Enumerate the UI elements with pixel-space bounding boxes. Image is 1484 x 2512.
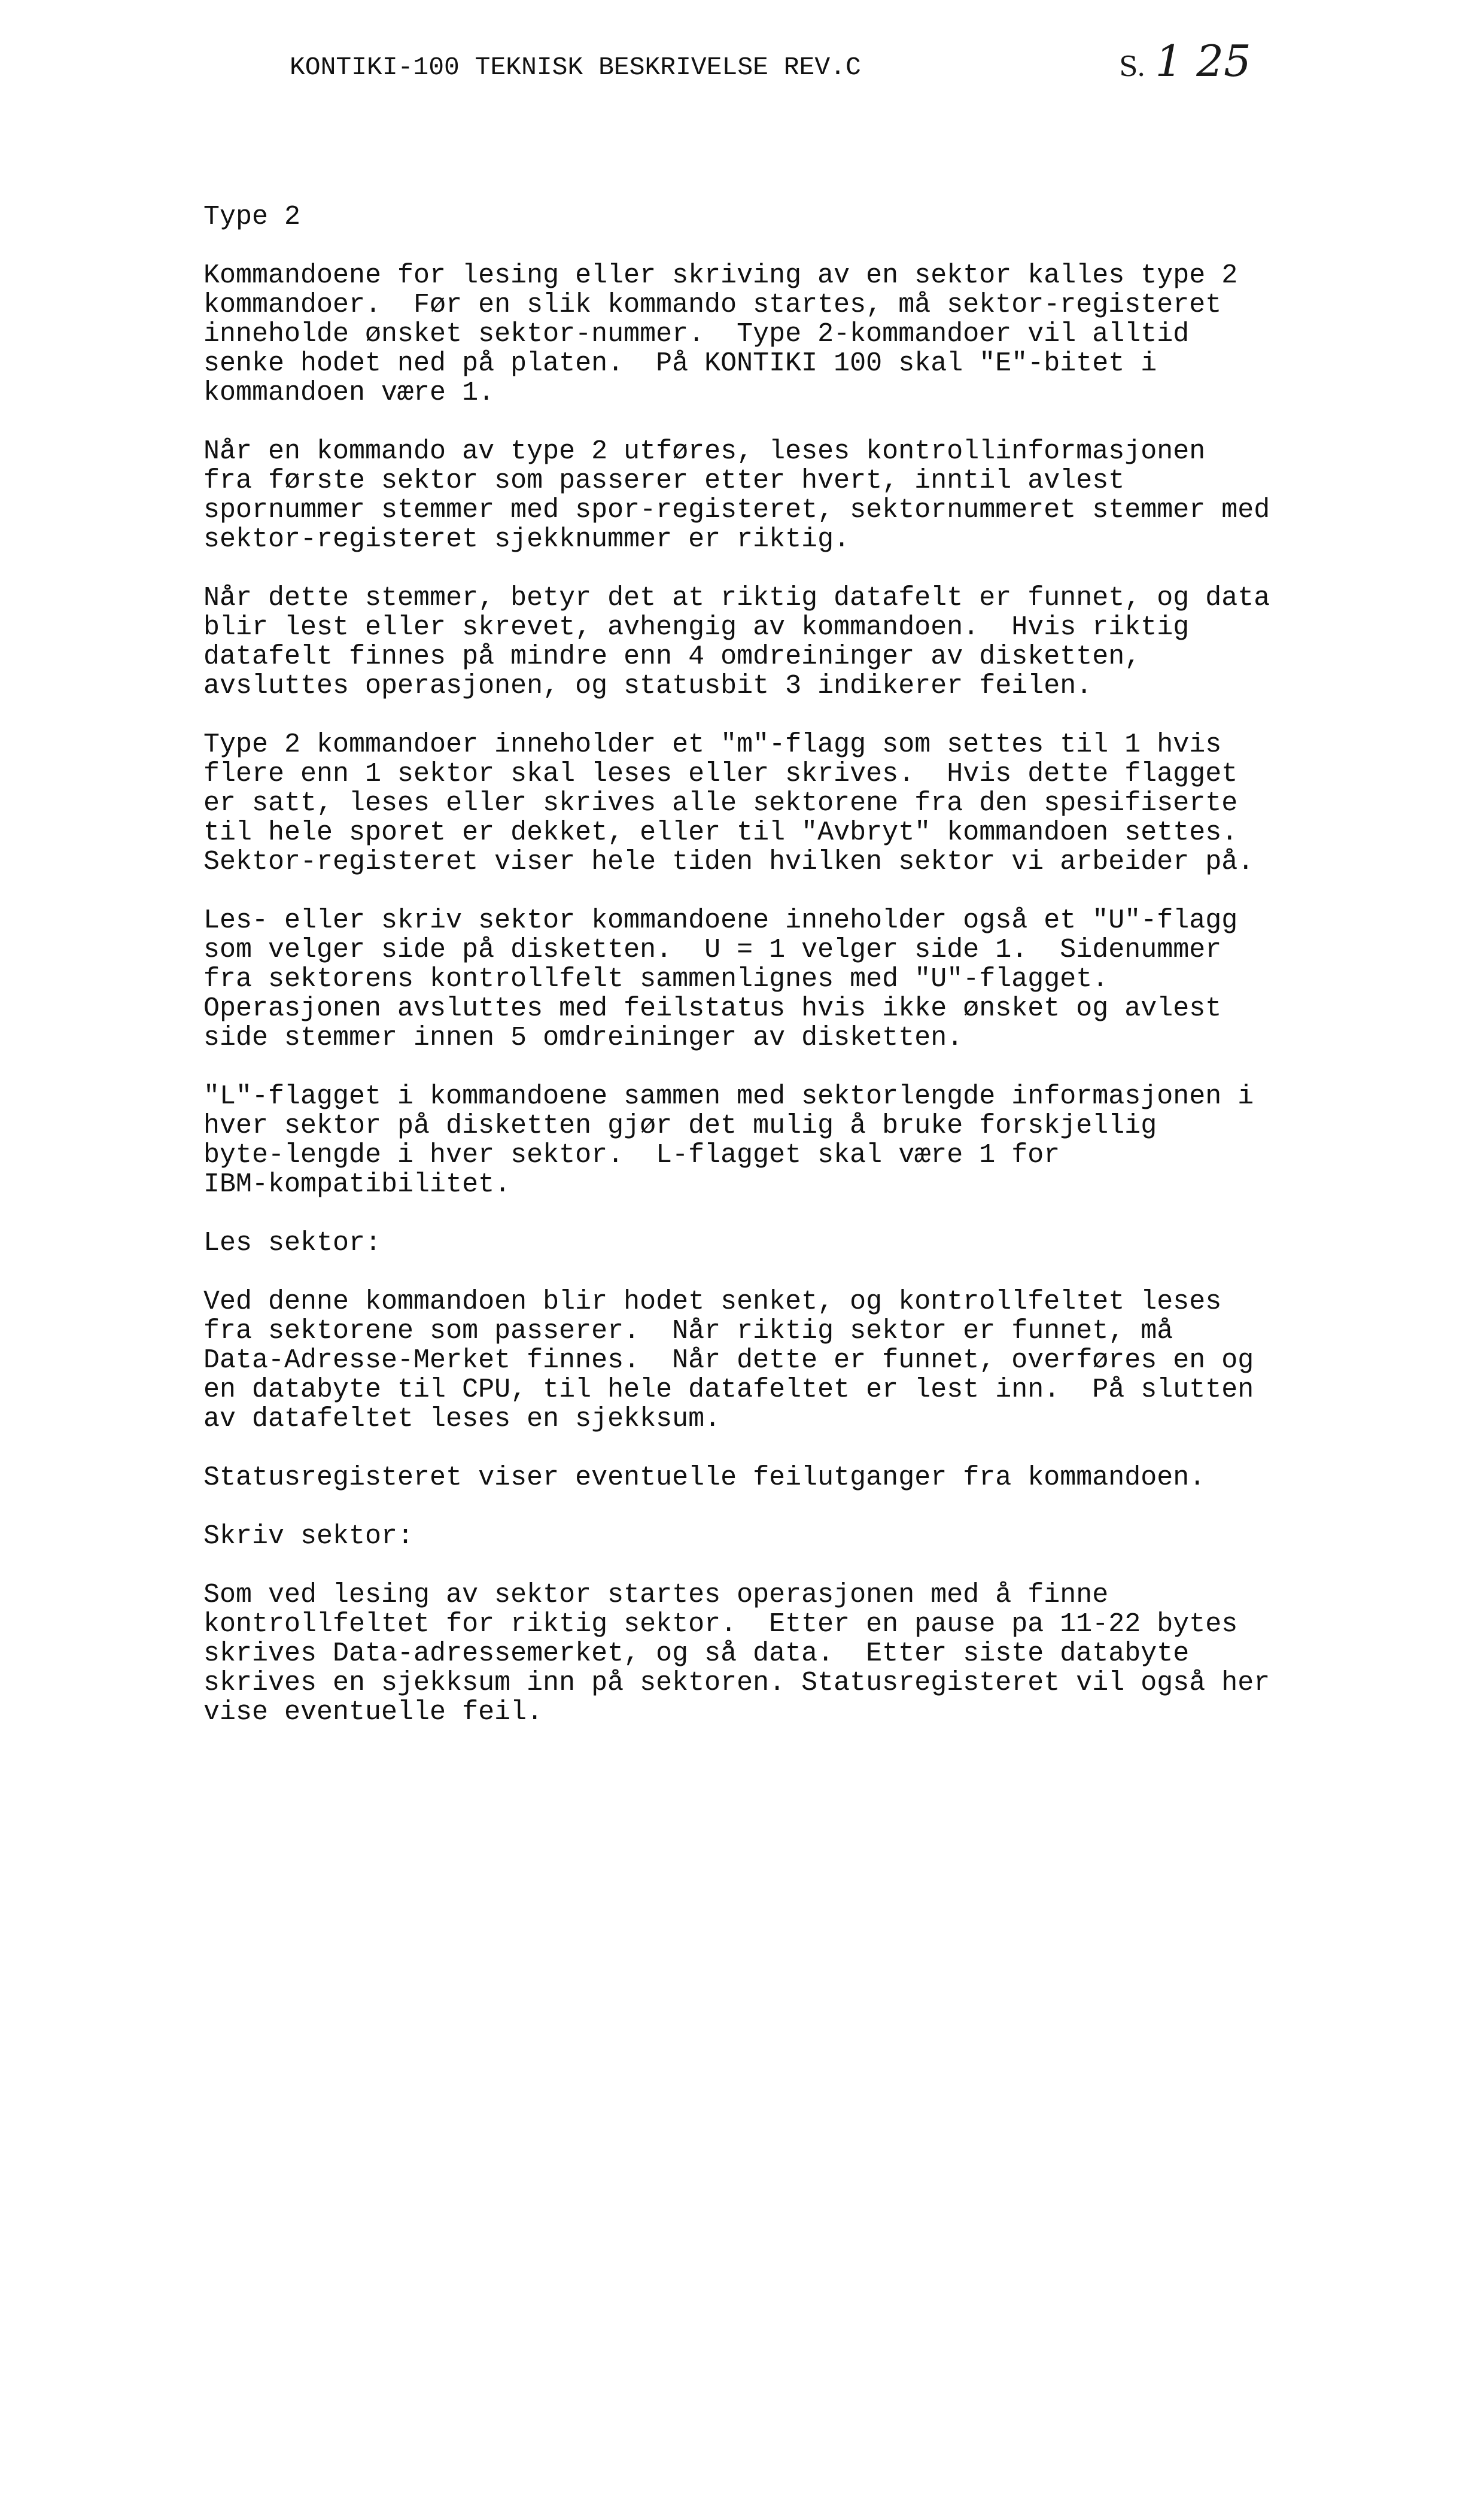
text-line: kommandoen være 1.: [203, 378, 495, 408]
text-line: Ved denne kommandoen blir hodet senket, og kontrollfeltet leses: [203, 1287, 1222, 1317]
text-line: Les sektor:: [203, 1228, 382, 1258]
text-line: avsluttes operasjonen, og statusbit 3 indikerer feilen.: [203, 671, 1093, 701]
paragraph-gap: [203, 1258, 1424, 1287]
text-line: er satt, leses eller skrives alle sektorene fra den spesifiserte: [203, 788, 1238, 819]
text-line: side stemmer innen 5 omdreininger av disketten.: [203, 1023, 963, 1053]
paragraph-gap: [203, 1199, 1424, 1228]
text-line: Operasjonen avsluttes med feilstatus hvis ikke ønsket og avlest: [203, 993, 1222, 1024]
text-line: datafelt finnes på mindre enn 4 omdreininger av disketten,: [203, 641, 1141, 672]
text-line: en databyte til CPU, til hele datafeltet er lest inn. På slutten: [203, 1374, 1254, 1405]
text-line: Kommandoene for lesing eller skriving av en sektor kalles type 2: [203, 260, 1238, 291]
text-line: Skriv sektor:: [203, 1521, 414, 1552]
text-line: blir lest eller skrevet, avhengig av kommandoen. Hvis riktig: [203, 612, 1190, 643]
text-line: Sektor-registeret viser hele tiden hvilken sektor vi arbeider på.: [203, 847, 1254, 877]
text-line: vise eventuelle feil.: [203, 1697, 543, 1728]
text-line: fra sektorene som passerer. Når riktig sektor er funnet, må: [203, 1316, 1173, 1346]
text-line: av datafeltet leses en sjekksum.: [203, 1404, 721, 1434]
text-line: "L"-flagget i kommandoene sammen med sektorlengde informasjonen i: [203, 1081, 1254, 1112]
text-line: flere enn 1 sektor skal leses eller skrives. Hvis dette flagget: [203, 759, 1238, 789]
text-line: spornummer stemmer med spor-registeret, sektornummeret stemmer med: [203, 495, 1270, 525]
text-line: Data-Adresse-Merket finnes. Når dette er funnet, overføres en og: [203, 1345, 1254, 1376]
text-line: Statusregisteret viser eventuelle feilutganger fra kommandoen.: [203, 1462, 1206, 1493]
paragraph-gap: [203, 1492, 1424, 1522]
paragraph-gap: [203, 407, 1424, 437]
page-number: [1119, 36, 1251, 86]
text-line: som velger side på disketten. U = 1 velger side 1. Sidenummer: [203, 935, 1222, 965]
text-line: fra sektorens kontrollfelt sammenlignes med "U"-flagget.: [203, 964, 1109, 995]
text-line: skrives Data-adressemerket, og så data. Etter siste databyte: [203, 1638, 1190, 1669]
text-line: kommandoer. Før en slik kommando startes, må sektor-registeret: [203, 290, 1222, 320]
text-line: fra første sektor som passerer etter hvert, inntil avlest: [203, 466, 1125, 496]
page-prefix: S.: [1119, 50, 1146, 83]
text-line: Type 2 kommandoer inneholder et "m"-flagg som settes til 1 hvis: [203, 729, 1222, 760]
document-header: KONTIKI-100 TEKNISK BESKRIVELSE REV.C: [290, 53, 861, 82]
paragraph-gap: [203, 1434, 1424, 1463]
text-line: Når dette stemmer, betyr det at riktig datafelt er funnet, og data: [203, 583, 1270, 613]
document-body: [203, 202, 1424, 1727]
text-line: kontrollfeltet for riktig sektor. Etter en pause pa 11-22 bytes: [203, 1609, 1238, 1640]
paragraph-gap: [203, 1053, 1424, 1082]
paragraph-gap: [203, 554, 1424, 583]
text-line: Som ved lesing av sektor startes operasjonen med å finne: [203, 1580, 1109, 1610]
text-line: hver sektor på disketten gjør det mulig å bruke forskjellig: [203, 1111, 1157, 1141]
text-line: byte-lengde i hver sektor. L-flagget skal være 1 for: [203, 1140, 1060, 1170]
text-line: Les- eller skriv sektor kommandoene inneholder også et "U"-flagg: [203, 905, 1238, 936]
text-line: skrives en sjekksum inn på sektoren. Statusregisteret vil også her: [203, 1668, 1270, 1698]
paragraph-gap: [203, 701, 1424, 730]
page-number-handwritten: 1 25: [1155, 36, 1251, 86]
text-line: sektor-registeret sjekknummer er riktig.: [203, 524, 850, 555]
text-line: inneholde ønsket sektor-nummer. Type 2-kommandoer vil alltid: [203, 319, 1190, 349]
text-line: IBM-kompatibilitet.: [203, 1169, 511, 1200]
text-line: til hele sporet er dekket, eller til "Avbryt" kommandoen settes.: [203, 817, 1238, 848]
text-line: senke hodet ned på platen. På KONTIKI 100 skal "E"-bitet i: [203, 348, 1157, 379]
text-line: Når en kommando av type 2 utføres, leses kontrollinformasjonen: [203, 436, 1206, 467]
paragraph-gap: [203, 232, 1424, 261]
text-line: Type 2: [203, 202, 301, 232]
paragraph-gap: [203, 1551, 1424, 1580]
paragraph-gap: [203, 877, 1424, 906]
